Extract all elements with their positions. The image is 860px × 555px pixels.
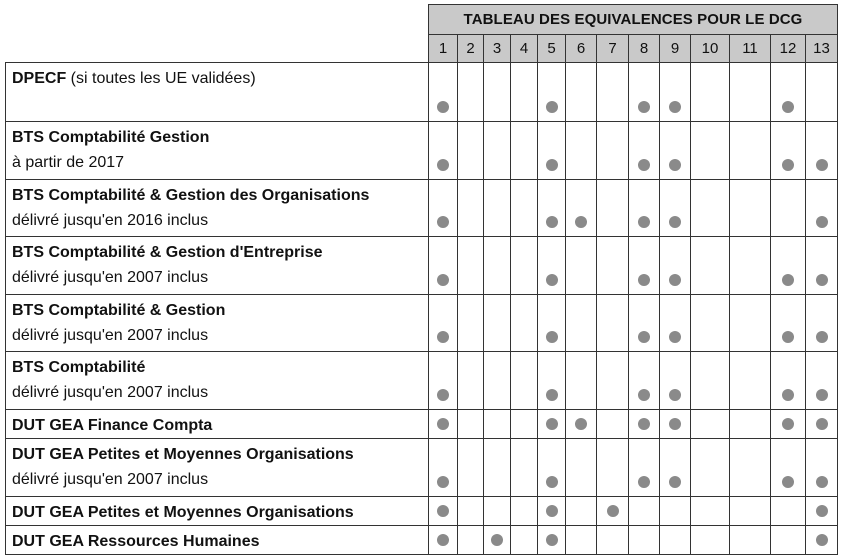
cell-col-11 xyxy=(730,497,771,526)
row-subtitle: délivré jusqu'en 2007 inclus xyxy=(12,327,209,344)
column-header-10: 10 xyxy=(691,35,730,63)
cell-col-5 xyxy=(538,410,566,439)
cell-col-7 xyxy=(597,439,629,497)
cell-col-7 xyxy=(597,237,629,295)
row-label xyxy=(6,180,429,237)
cell-col-12 xyxy=(771,122,806,180)
equivalence-dot-icon xyxy=(816,216,828,228)
column-header-2: 2 xyxy=(458,35,484,63)
cell-col-3 xyxy=(484,237,511,295)
table-title: TABLEAU DES EQUIVALENCES POUR LE DCG xyxy=(429,5,838,35)
equivalence-dot-icon xyxy=(669,101,681,113)
cell-col-10 xyxy=(691,63,730,122)
equivalence-dot-icon xyxy=(546,534,558,546)
equivalence-dot-icon xyxy=(638,274,650,286)
cell-col-12 xyxy=(771,352,806,410)
equivalence-dot-icon xyxy=(816,389,828,401)
column-header-3: 3 xyxy=(484,35,511,63)
column-number-row xyxy=(6,35,838,63)
equivalence-dot-icon xyxy=(546,418,558,430)
equivalence-dot-icon xyxy=(437,534,449,546)
cell-col-7 xyxy=(597,526,629,555)
row-label xyxy=(6,497,429,526)
equivalence-dot-icon xyxy=(816,159,828,171)
equivalence-dot-icon xyxy=(669,389,681,401)
equivalence-dot-icon xyxy=(816,331,828,343)
cell-col-1 xyxy=(429,526,458,555)
cell-col-8 xyxy=(629,295,660,352)
equivalence-dot-icon xyxy=(546,101,558,113)
cell-col-6 xyxy=(566,497,597,526)
row-title xyxy=(12,355,428,380)
cell-col-1 xyxy=(429,63,458,122)
column-header-12: 12 xyxy=(771,35,806,63)
cell-col-7 xyxy=(597,352,629,410)
cell-col-13 xyxy=(806,122,838,180)
cell-col-9 xyxy=(660,410,691,439)
cell-col-6 xyxy=(566,180,597,237)
equivalence-dot-icon xyxy=(669,216,681,228)
equivalence-dot-icon xyxy=(437,505,449,517)
cell-col-4 xyxy=(511,180,538,237)
table-row xyxy=(6,410,838,439)
cell-col-8 xyxy=(629,63,660,122)
equivalence-dot-icon xyxy=(437,331,449,343)
cell-col-9 xyxy=(660,497,691,526)
cell-col-5 xyxy=(538,497,566,526)
cell-col-6 xyxy=(566,352,597,410)
equivalence-dot-icon xyxy=(816,274,828,286)
cell-col-11 xyxy=(730,352,771,410)
row-title-text: BTS Comptabilité & Gestion des Organisations xyxy=(12,187,370,204)
cell-col-7 xyxy=(597,410,629,439)
row-title xyxy=(12,298,428,323)
cell-col-1 xyxy=(429,352,458,410)
cell-col-5 xyxy=(538,526,566,555)
row-label xyxy=(6,352,429,410)
cell-col-5 xyxy=(538,237,566,295)
cell-col-2 xyxy=(458,439,484,497)
column-header-1: 1 xyxy=(429,35,458,63)
equivalence-dot-icon xyxy=(782,274,794,286)
cell-col-13 xyxy=(806,439,838,497)
table-row xyxy=(6,526,838,555)
cell-col-13 xyxy=(806,410,838,439)
cell-col-3 xyxy=(484,63,511,122)
equivalence-dot-icon xyxy=(669,274,681,286)
column-header-11: 11 xyxy=(730,35,771,63)
cell-col-10 xyxy=(691,295,730,352)
equivalence-dot-icon xyxy=(546,505,558,517)
equivalence-dot-icon xyxy=(607,505,619,517)
equivalence-dot-icon xyxy=(437,389,449,401)
cell-col-3 xyxy=(484,526,511,555)
cell-col-4 xyxy=(511,122,538,180)
equivalence-dot-icon xyxy=(437,476,449,488)
cell-col-12 xyxy=(771,63,806,122)
row-label xyxy=(6,63,429,122)
cell-col-9 xyxy=(660,122,691,180)
cell-col-10 xyxy=(691,439,730,497)
row-title-text: BTS Comptabilité xyxy=(12,359,146,376)
cell-col-13 xyxy=(806,63,838,122)
column-header-4: 4 xyxy=(511,35,538,63)
cell-col-2 xyxy=(458,352,484,410)
equivalence-dot-icon xyxy=(638,389,650,401)
row-title xyxy=(12,125,428,150)
cell-col-10 xyxy=(691,237,730,295)
row-subtitle: délivré jusqu'en 2016 inclus xyxy=(12,212,209,229)
equivalence-dot-icon xyxy=(816,534,828,546)
column-header-7: 7 xyxy=(597,35,629,63)
row-label xyxy=(6,122,429,180)
cell-col-13 xyxy=(806,237,838,295)
cell-col-8 xyxy=(629,122,660,180)
cell-col-8 xyxy=(629,410,660,439)
row-subtitle: délivré jusqu'en 2007 inclus xyxy=(12,471,209,488)
equivalence-dot-icon xyxy=(638,476,650,488)
cell-col-8 xyxy=(629,352,660,410)
cell-col-13 xyxy=(806,352,838,410)
cell-col-11 xyxy=(730,122,771,180)
cell-col-1 xyxy=(429,410,458,439)
cell-col-12 xyxy=(771,526,806,555)
cell-col-3 xyxy=(484,180,511,237)
cell-col-5 xyxy=(538,352,566,410)
equivalence-dot-icon xyxy=(437,216,449,228)
row-title xyxy=(12,66,428,91)
equivalence-dot-icon xyxy=(638,159,650,171)
row-label xyxy=(6,295,429,352)
equivalence-dot-icon xyxy=(816,505,828,517)
cell-col-4 xyxy=(511,237,538,295)
equivalence-dot-icon xyxy=(437,101,449,113)
equivalence-dot-icon xyxy=(638,418,650,430)
cell-col-11 xyxy=(730,63,771,122)
equivalence-dot-icon xyxy=(638,331,650,343)
cell-col-2 xyxy=(458,237,484,295)
cell-col-7 xyxy=(597,295,629,352)
row-title-text: DUT GEA Petites et Moyennes Organisations xyxy=(12,446,354,463)
equivalence-dot-icon xyxy=(546,389,558,401)
equivalence-dot-icon xyxy=(546,159,558,171)
cell-col-5 xyxy=(538,63,566,122)
cell-col-5 xyxy=(538,180,566,237)
cell-col-9 xyxy=(660,526,691,555)
cell-col-2 xyxy=(458,295,484,352)
cell-col-13 xyxy=(806,526,838,555)
cell-col-1 xyxy=(429,180,458,237)
cell-col-10 xyxy=(691,180,730,237)
equivalence-dot-icon xyxy=(669,159,681,171)
row-title xyxy=(12,413,428,438)
table-row xyxy=(6,295,838,352)
equivalence-dot-icon xyxy=(546,274,558,286)
cell-col-3 xyxy=(484,439,511,497)
cell-col-8 xyxy=(629,180,660,237)
equivalence-dot-icon xyxy=(782,476,794,488)
cell-col-4 xyxy=(511,295,538,352)
cell-col-5 xyxy=(538,122,566,180)
row-title-note: (si toutes les UE validées) xyxy=(66,70,256,87)
row-title xyxy=(12,442,428,467)
equivalence-dot-icon xyxy=(437,418,449,430)
cell-col-1 xyxy=(429,497,458,526)
equivalence-dot-icon xyxy=(816,476,828,488)
cell-col-8 xyxy=(629,439,660,497)
equivalence-dot-icon xyxy=(669,476,681,488)
cell-col-12 xyxy=(771,180,806,237)
cell-col-2 xyxy=(458,410,484,439)
equivalence-dot-icon xyxy=(638,101,650,113)
cell-col-11 xyxy=(730,526,771,555)
cell-col-1 xyxy=(429,237,458,295)
cell-col-4 xyxy=(511,352,538,410)
row-subtitle: à partir de 2017 xyxy=(12,154,125,171)
row-label xyxy=(6,410,429,439)
row-title-text: BTS Comptabilité & Gestion xyxy=(12,302,226,319)
cell-col-3 xyxy=(484,352,511,410)
equivalence-dot-icon xyxy=(546,476,558,488)
cell-col-11 xyxy=(730,180,771,237)
column-header-9: 9 xyxy=(660,35,691,63)
row-title-text: DUT GEA Petites et Moyennes Organisations xyxy=(12,504,354,521)
equivalence-dot-icon xyxy=(782,418,794,430)
equivalence-dot-icon xyxy=(491,534,503,546)
equivalence-dot-icon xyxy=(669,331,681,343)
cell-col-8 xyxy=(629,497,660,526)
equivalence-dot-icon xyxy=(437,159,449,171)
cell-col-9 xyxy=(660,439,691,497)
table-row xyxy=(6,63,838,122)
column-header-5: 5 xyxy=(538,35,566,63)
cell-col-11 xyxy=(730,410,771,439)
row-title xyxy=(12,240,428,265)
corner-blank-2 xyxy=(6,35,429,63)
equivalence-dot-icon xyxy=(546,216,558,228)
equivalence-dot-icon xyxy=(575,216,587,228)
row-title-text: DPECF xyxy=(12,70,67,87)
equivalence-dot-icon xyxy=(546,331,558,343)
cell-col-12 xyxy=(771,410,806,439)
cell-col-5 xyxy=(538,439,566,497)
cell-col-4 xyxy=(511,410,538,439)
cell-col-11 xyxy=(730,439,771,497)
cell-col-6 xyxy=(566,439,597,497)
equivalence-dot-icon xyxy=(782,101,794,113)
cell-col-9 xyxy=(660,180,691,237)
cell-col-3 xyxy=(484,295,511,352)
cell-col-10 xyxy=(691,122,730,180)
equivalence-dot-icon xyxy=(782,331,794,343)
row-label xyxy=(6,237,429,295)
equivalence-table xyxy=(5,4,838,555)
equivalence-dot-icon xyxy=(437,274,449,286)
row-title-text: DUT GEA Finance Compta xyxy=(12,417,213,434)
cell-col-9 xyxy=(660,352,691,410)
equivalence-dot-icon xyxy=(782,389,794,401)
cell-col-8 xyxy=(629,526,660,555)
cell-col-1 xyxy=(429,122,458,180)
cell-col-12 xyxy=(771,497,806,526)
row-title xyxy=(12,183,428,208)
cell-col-10 xyxy=(691,497,730,526)
table-row xyxy=(6,237,838,295)
cell-col-2 xyxy=(458,526,484,555)
column-header-8: 8 xyxy=(629,35,660,63)
table-row xyxy=(6,439,838,497)
cell-col-13 xyxy=(806,180,838,237)
cell-col-7 xyxy=(597,122,629,180)
column-header-6: 6 xyxy=(566,35,597,63)
cell-col-2 xyxy=(458,497,484,526)
cell-col-6 xyxy=(566,295,597,352)
cell-col-4 xyxy=(511,526,538,555)
cell-col-3 xyxy=(484,122,511,180)
cell-col-4 xyxy=(511,63,538,122)
cell-col-13 xyxy=(806,295,838,352)
table-row xyxy=(6,352,838,410)
cell-col-4 xyxy=(511,497,538,526)
table-row xyxy=(6,180,838,237)
cell-col-11 xyxy=(730,237,771,295)
cell-col-6 xyxy=(566,410,597,439)
row-title-text: BTS Comptabilité & Gestion d'Entreprise xyxy=(12,244,323,261)
cell-col-4 xyxy=(511,439,538,497)
title-row xyxy=(6,5,838,35)
cell-col-12 xyxy=(771,237,806,295)
cell-col-10 xyxy=(691,526,730,555)
row-label xyxy=(6,526,429,555)
row-subtitle: délivré jusqu'en 2007 inclus xyxy=(12,384,209,401)
table-row xyxy=(6,497,838,526)
cell-col-2 xyxy=(458,63,484,122)
cell-col-1 xyxy=(429,439,458,497)
corner-blank xyxy=(6,5,429,35)
equivalence-dot-icon xyxy=(575,418,587,430)
cell-col-7 xyxy=(597,180,629,237)
table-row xyxy=(6,122,838,180)
cell-col-6 xyxy=(566,526,597,555)
cell-col-9 xyxy=(660,237,691,295)
equivalence-dot-icon xyxy=(669,418,681,430)
cell-col-10 xyxy=(691,352,730,410)
cell-col-1 xyxy=(429,295,458,352)
cell-col-11 xyxy=(730,295,771,352)
cell-col-13 xyxy=(806,497,838,526)
cell-col-8 xyxy=(629,237,660,295)
cell-col-10 xyxy=(691,410,730,439)
cell-col-2 xyxy=(458,122,484,180)
cell-col-12 xyxy=(771,439,806,497)
cell-col-12 xyxy=(771,295,806,352)
cell-col-7 xyxy=(597,63,629,122)
cell-col-9 xyxy=(660,63,691,122)
equivalence-dot-icon xyxy=(638,216,650,228)
row-title xyxy=(12,500,428,525)
cell-col-3 xyxy=(484,497,511,526)
equivalence-dot-icon xyxy=(816,418,828,430)
cell-col-3 xyxy=(484,410,511,439)
column-header-13: 13 xyxy=(806,35,838,63)
equivalence-dot-icon xyxy=(782,159,794,171)
cell-col-9 xyxy=(660,295,691,352)
row-title-text: BTS Comptabilité Gestion xyxy=(12,129,210,146)
row-title-text: DUT GEA Ressources Humaines xyxy=(12,533,260,550)
row-subtitle: délivré jusqu'en 2007 inclus xyxy=(12,269,209,286)
cell-col-6 xyxy=(566,237,597,295)
cell-col-5 xyxy=(538,295,566,352)
cell-col-6 xyxy=(566,63,597,122)
cell-col-7 xyxy=(597,497,629,526)
row-label xyxy=(6,439,429,497)
cell-col-2 xyxy=(458,180,484,237)
cell-col-6 xyxy=(566,122,597,180)
